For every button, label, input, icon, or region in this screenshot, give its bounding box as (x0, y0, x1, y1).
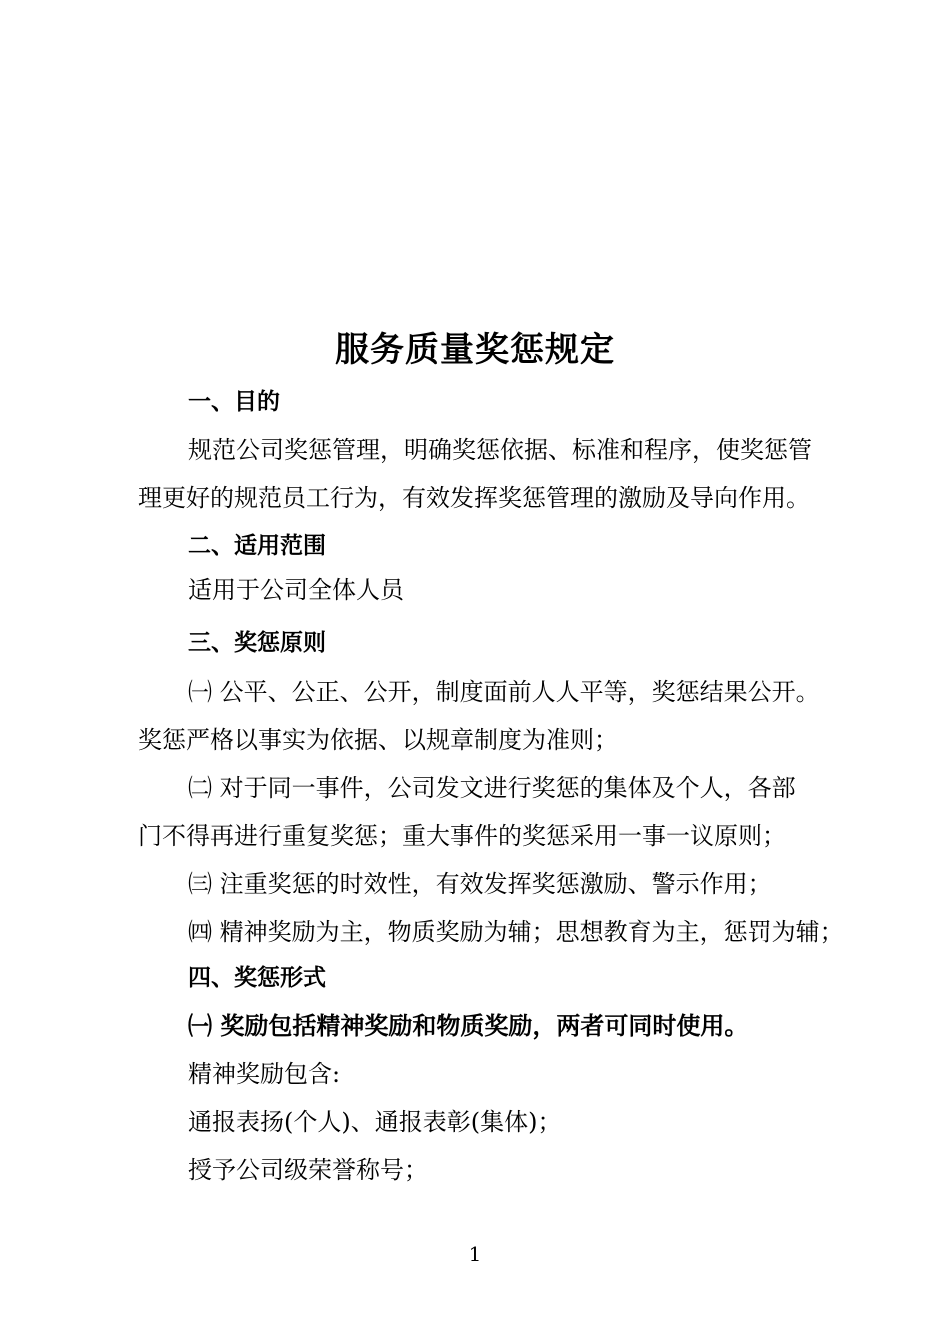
section-heading-purpose: 一、目的 (188, 389, 280, 415)
paragraph-line: 授予公司级荣誉称号； (188, 1156, 428, 1184)
list-item: ㈠ 公平、公正、公开，制度面前人人平等，奖惩结果公开。 (188, 678, 820, 706)
page-number: 1 (468, 1242, 482, 1266)
paragraph-line: 适用于公司全体人员 (188, 576, 404, 604)
list-item-continuation: 奖惩严格以事实为依据、以规章制度为准则； (138, 726, 618, 754)
section-heading-scope: 二、适用范围 (188, 533, 326, 559)
paragraph-line: 通报表扬(个人)、通报表彰(集体)； (188, 1108, 562, 1136)
page-title: 服务质量奖惩规定 (335, 330, 615, 370)
list-item: ㈢ 注重奖惩的时效性，有效发挥奖惩激励、警示作用； (188, 870, 772, 898)
paragraph-line: 精神奖励包含: (188, 1060, 341, 1088)
paragraph-line: 理更好的规范员工行为，有效发挥奖惩管理的激励及导向作用。 (138, 484, 810, 512)
list-item-continuation: 门不得再进行重复奖惩；重大事件的奖惩采用一事一议原则； (138, 822, 786, 850)
paragraph-line: 规范公司奖惩管理，明确奖惩依据、标准和程序，使奖惩管 (188, 436, 812, 464)
list-item-bold: ㈠ 奖励包括精神奖励和物质奖励，两者可同时使用。 (188, 1011, 749, 1040)
section-heading-forms: 四、奖惩形式 (188, 965, 326, 991)
list-item: ㈣ 精神奖励为主，物质奖励为辅；思想教育为主，惩罚为辅； (188, 918, 844, 946)
list-item: ㈡ 对于同一事件，公司发文进行奖惩的集体及个人，各部 (188, 774, 796, 802)
section-heading-principles: 三、奖惩原则 (188, 630, 326, 656)
